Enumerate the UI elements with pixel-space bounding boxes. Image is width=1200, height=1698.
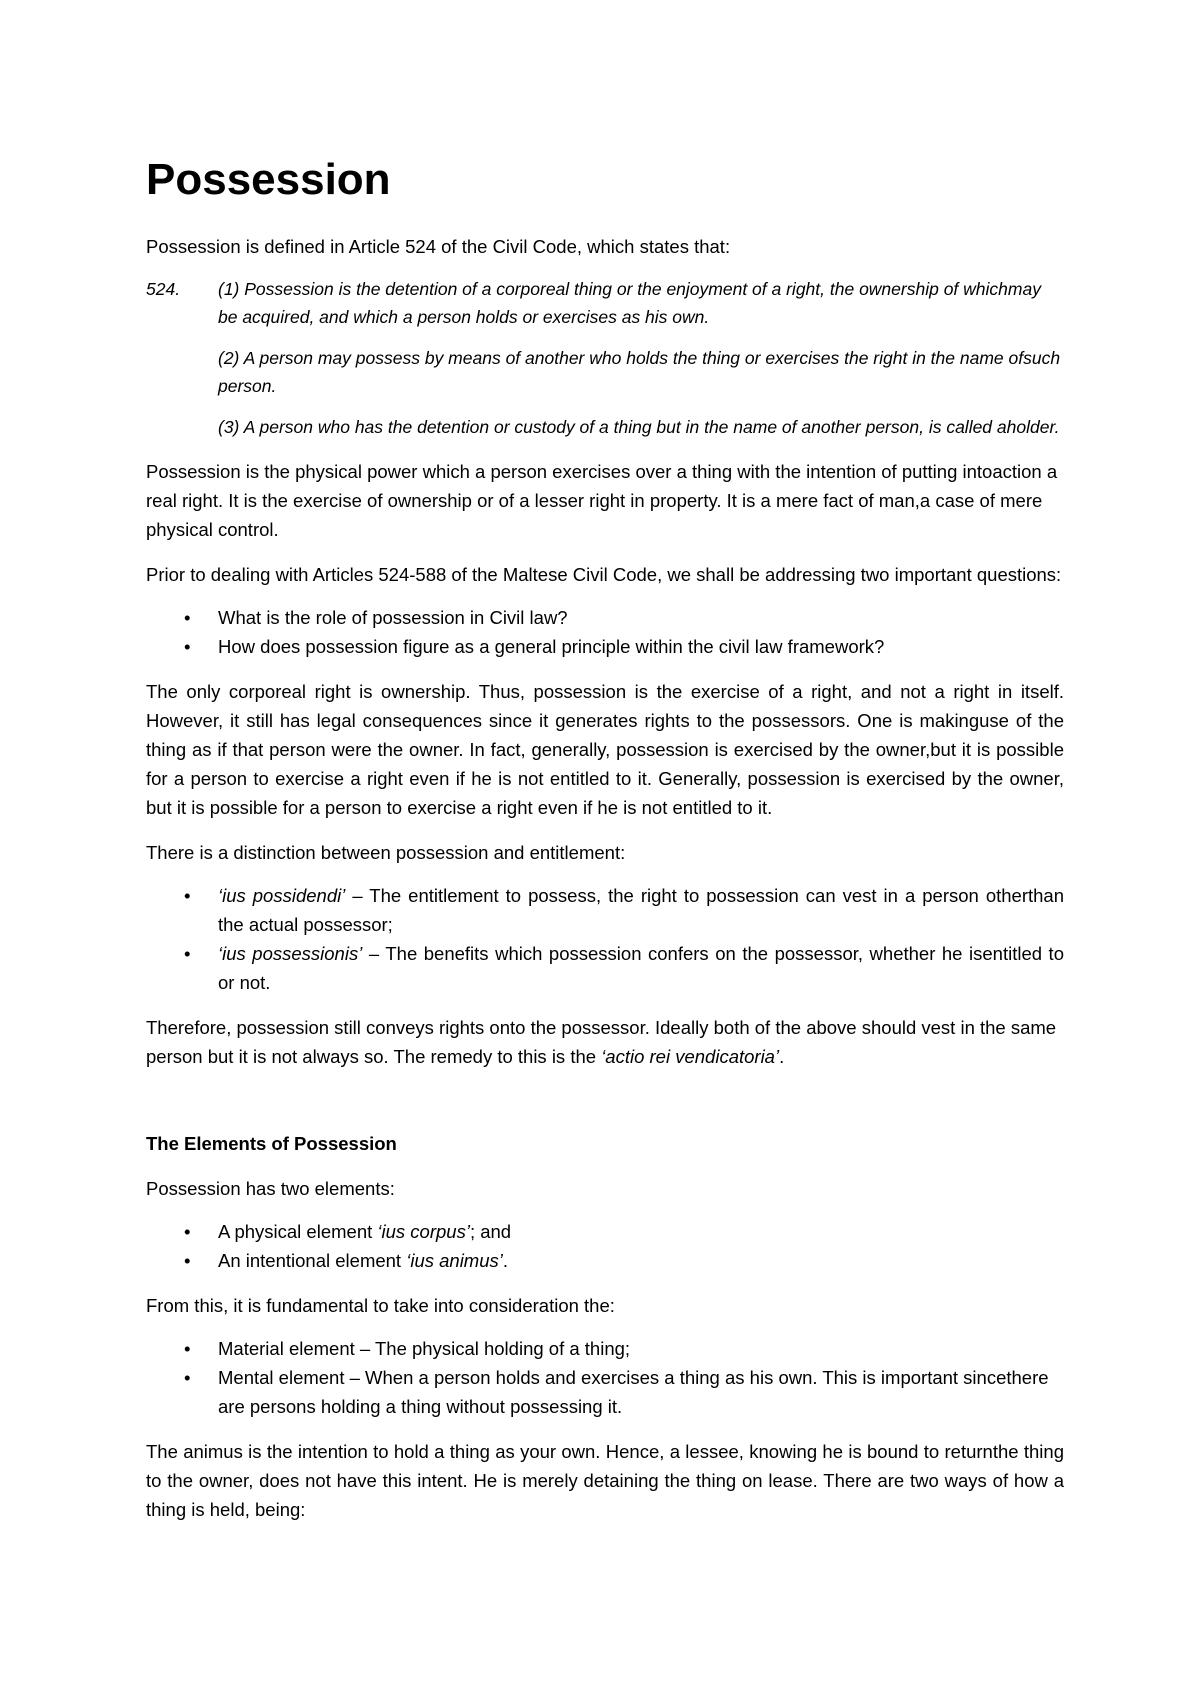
- bullet-icon: [184, 632, 190, 661]
- therefore-paragraph: Therefore, possession still conveys rights onto the possessor. Ideally both of the above should vest in the same person but it is not always so. The remedy to this is the ‘actio rei vendicatoria’.: [146, 1017, 1057, 1067]
- article-quote: [146, 275, 1064, 441]
- latin-term: ‘actio rei vendicatoria’: [601, 1046, 780, 1067]
- latin-term: ‘ius possidendi’: [218, 885, 346, 906]
- bullet-icon: [184, 603, 190, 632]
- bullet-icon: [184, 1217, 190, 1246]
- distinctions-list: [146, 881, 1064, 997]
- list-item: • What is the role of possession in Civil law?: [146, 603, 1064, 632]
- bullet-icon: [184, 939, 190, 968]
- corporeal-paragraph: The only corporeal right is ownership. Thus, possession is the exercise of a right, and not a right in itself. However, it still has legal consequences since it generates rights to the possessors. One is makinguse of the thing as if that person were the owner. In fact, generally, possession is exercised by the owner,but it is possible for a person to exercise a right even if he is not entitled to it. Generally, possession is exercised by the owner, but it is possible for a person to exercise a right even if he is not entitled to it.: [146, 681, 1064, 818]
- page-title: Possession: [146, 155, 391, 204]
- latin-term: ‘ius animus’: [406, 1250, 503, 1271]
- physical-power-paragraph: Possession is the physical power which a person exercises over a thing with the intention of putting intoaction a real right. It is the exercise of ownership or of a lesser right in property. It is a mere fact of man,a case of mere physical control.: [146, 461, 1058, 540]
- article-clause-1: (1) Possession is the detention of a corporeal thing or the enjoyment of a right, the ownership of whichmay be acquired, and which a person holds or exercises as his own.: [218, 279, 1041, 327]
- fundamental-paragraph: From this, it is fundamental to take into consideration the:: [146, 1295, 615, 1316]
- latin-term: ‘ius possessionis’: [218, 943, 363, 964]
- animus-paragraph: The animus is the intention to hold a thing as your own. Hence, a lessee, knowing he is bound to returnthe thing to the owner, does not have this intent. He is merely detaining the thing on lease. There are two ways of how a thing is held, being:: [146, 1441, 1064, 1520]
- considerations-list: [146, 1334, 1064, 1421]
- list-item: • A physical element ‘ius corpus’; and: [146, 1217, 1064, 1246]
- distinction-paragraph: There is a distinction between possession and entitlement:: [146, 842, 626, 863]
- list-item: • ‘ius possidendi’ – The entitlement to possess, the right to possession can vest in a person otherthan the actual possessor;: [146, 881, 1064, 939]
- section-heading: The Elements of Possession: [146, 1133, 397, 1154]
- bullet-icon: [184, 1334, 190, 1363]
- intro-paragraph: Possession is defined in Article 524 of the Civil Code, which states that:: [146, 236, 731, 257]
- questions-list: [146, 603, 1064, 661]
- article-number: 524.: [146, 279, 181, 299]
- list-item: • An intentional element ‘ius animus’.: [146, 1246, 1064, 1275]
- latin-term: ‘ius corpus’: [377, 1221, 470, 1242]
- list-item: • How does possession figure as a general principle within the civil law framework?: [146, 632, 1064, 661]
- bullet-icon: [184, 881, 190, 910]
- two-elements-paragraph: Possession has two elements:: [146, 1178, 395, 1199]
- article-clause-3: (3) A person who has the detention or custody of a thing but in the name of another person, is called aholder.: [218, 417, 1060, 437]
- bullet-icon: [184, 1246, 190, 1275]
- bullet-icon: [184, 1363, 190, 1392]
- list-item: • Mental element – When a person holds and exercises a thing as his own. This is important sincethere are persons holding a thing without possessing it.: [146, 1363, 1064, 1421]
- list-item: • Material element – The physical holding of a thing;: [146, 1334, 1064, 1363]
- article-clause-2: (2) A person may possess by means of another who holds the thing or exercises the right in the name ofsuch person.: [218, 348, 1061, 396]
- list-item: • ‘ius possessionis’ – The benefits which possession confers on the possessor, whether he isentitled to or not.: [146, 939, 1064, 997]
- document-body: [146, 150, 1064, 1524]
- elements-list: [146, 1217, 1064, 1275]
- prior-paragraph: Prior to dealing with Articles 524-588 of the Maltese Civil Code, we shall be addressing two important questions:: [146, 564, 1062, 585]
